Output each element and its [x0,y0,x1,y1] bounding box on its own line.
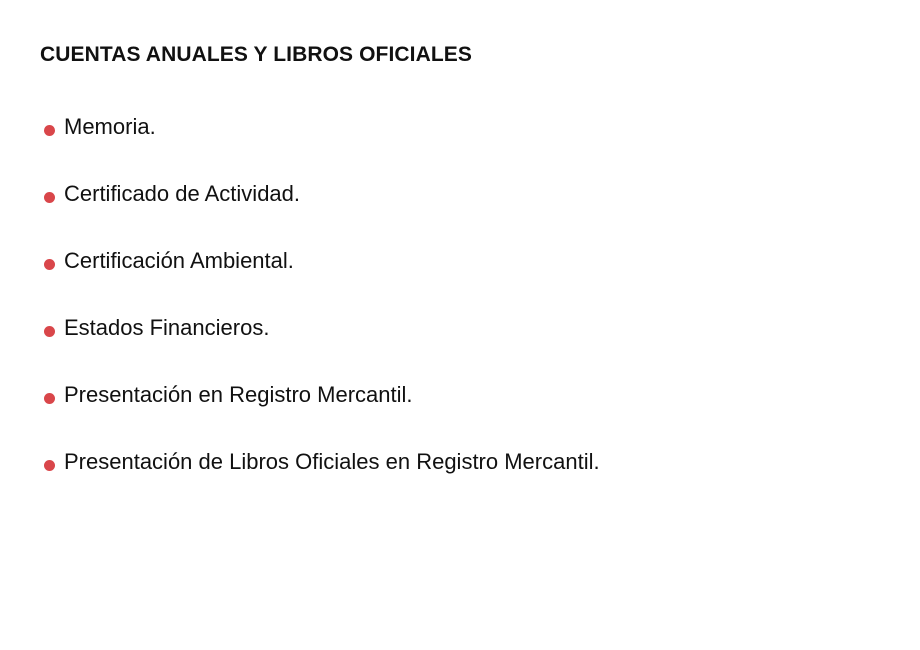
list-item [40,246,900,313]
list-item-label: Certificación Ambiental. [64,248,294,273]
list-item-label: Certificado de Actividad. [64,181,301,206]
list-item-label: Presentación de Libros Oficiales en Registro Mercantil. [64,449,600,474]
list-item [40,112,900,179]
bullet-dot-icon [44,125,55,136]
list-item-label: Presentación en Registro Mercantil. [64,382,413,407]
bullet-dot-icon [44,326,55,337]
list-item [40,313,900,380]
bullet-dot-icon [44,393,55,404]
bullet-dot-icon [44,259,55,270]
list-item [40,447,900,514]
bullet-dot-icon [44,192,55,203]
list-item-label: Estados Financieros. [64,315,270,340]
annual-accounts-section [40,40,900,514]
list-item [40,380,900,447]
bullet-dot-icon [44,460,55,471]
document-list [40,112,900,514]
list-item [40,179,900,246]
list-item-label: Memoria. [64,114,156,139]
section-title: CUENTAS ANUALES Y LIBROS OFICIALES [40,43,472,66]
